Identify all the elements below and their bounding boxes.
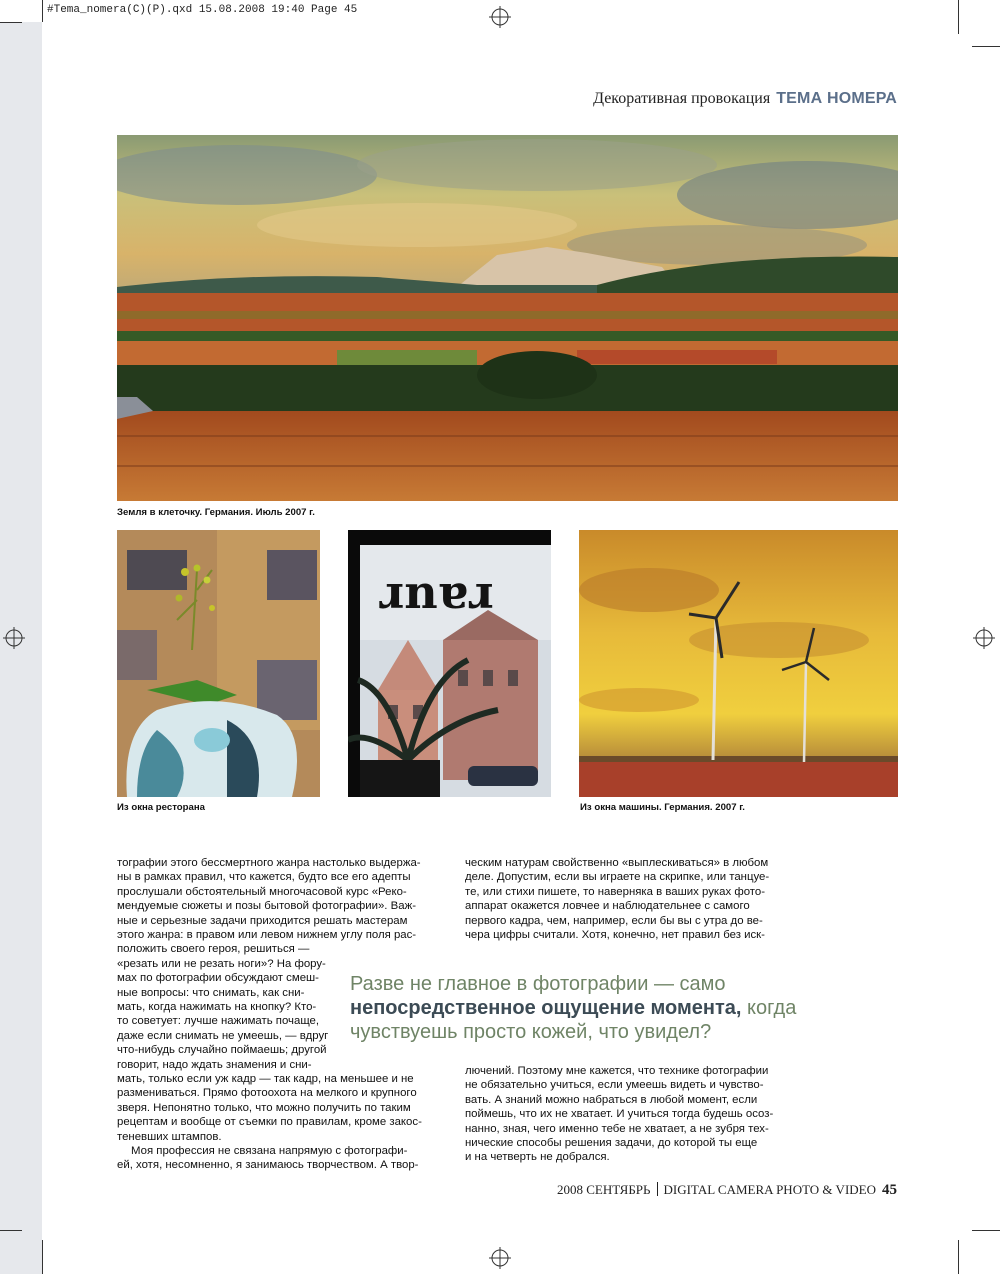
pull-quote-line1: Разве не главное в фотографии — само	[350, 973, 726, 995]
pull-quote	[350, 972, 900, 1044]
text-line: мать, когда нажимать на кнопку? Кто-	[117, 1001, 317, 1014]
footer-date: 2008 СЕНТЯБРЬ	[556, 1182, 651, 1197]
landscape-illustration	[117, 135, 898, 501]
text-line: то советует: лучше нажимать почаще,	[117, 1015, 320, 1028]
registration-mark-icon	[973, 627, 995, 649]
column-1-bottom	[117, 1072, 435, 1173]
text-block	[465, 856, 782, 942]
text-line: те, или стихи пишете, то наверняка в ваших руках фото-	[465, 885, 766, 898]
registration-mark-icon	[489, 6, 511, 28]
text-line: нанно, зная, чего именно тебе не хватает, а не зубря тех-	[465, 1122, 769, 1135]
trim-mark	[0, 22, 22, 23]
windmill-illustration	[579, 530, 898, 797]
column-2-bottom	[465, 1064, 782, 1165]
section-title: Декоративная провокация	[593, 90, 771, 107]
caption-main: Земля в клеточку. Германия. Июль 2007 г.	[117, 507, 315, 518]
caption-restaurant: Из окна ресторана	[117, 802, 205, 813]
windmill-photo	[579, 530, 898, 797]
pull-quote-line3: чувствуешь просто кожей, что увидел?	[350, 1021, 712, 1043]
text-block	[465, 1064, 782, 1165]
text-line: «резать или не резать ноги»? На фору-	[117, 957, 326, 970]
text-line: рецептам и вообще от съемки по правилам, кроме закос-	[117, 1116, 422, 1129]
text-line: ей, хотя, несомненно, я занимаюсь творчеством. А твор-	[117, 1159, 419, 1172]
text-line: ны в рамках правил, что кажется, будто все его адепты	[117, 871, 411, 884]
text-line: аппарат окажется ловчее и наблюдательнее с самого	[465, 900, 750, 913]
text-line: чера цифры считали. Хотя, конечно, нет правил без иск-	[465, 929, 765, 942]
text-line: первого кадра, чем, например, если бы вы с утра до ве-	[465, 914, 763, 927]
trim-mark	[958, 0, 959, 34]
text-line: поймешь, что их не хватает. И учиться тогда будешь осоз-	[465, 1108, 774, 1121]
text-line: деле. Допустим, если вы играете на скрипке, или танцуе-	[465, 871, 770, 884]
text-line: ческим натурам свойственно «выплескиваться» в любом	[465, 857, 769, 869]
registration-mark-icon	[3, 627, 25, 649]
text-line: мендуемые сюжеты и позы бытовой фотографии». Важ-	[117, 900, 416, 913]
pull-quote-line2-end: когда	[741, 997, 797, 1019]
window-sign-text: ɹnɐɹ	[378, 565, 494, 619]
text-line: лючений. Поэтому мне кажется, что технике фотографии	[465, 1065, 769, 1077]
text-line: положить своего героя, решиться —	[117, 943, 310, 956]
window-photo	[348, 530, 551, 797]
registration-mark-icon	[489, 1247, 511, 1269]
trim-mark	[42, 1240, 43, 1274]
trim-mark	[0, 1230, 22, 1231]
running-header	[593, 90, 897, 108]
landscape-photo	[117, 135, 898, 501]
trim-mark	[42, 0, 43, 22]
text-line: нические способы решения задачи, до которой ты еще	[465, 1137, 758, 1150]
trim-mark	[958, 1240, 959, 1274]
trim-mark	[972, 46, 1000, 47]
text-line: и на четверть не добрался.	[465, 1151, 610, 1164]
text-line: Моя профессия не связана напрямую с фотографи-	[131, 1145, 408, 1158]
caption-car: Из окна машины. Германия. 2007 г.	[580, 802, 745, 813]
text-line: теневших штампов.	[117, 1130, 222, 1143]
vase-photo	[117, 530, 320, 797]
page-footer	[557, 1182, 897, 1199]
footer-divider	[657, 1182, 658, 1196]
text-line: говорит, надо ждать знамения и сни-	[117, 1058, 312, 1071]
text-line: не обязательно учиться, если умеешь видеть и чувство-	[465, 1079, 764, 1092]
text-line: вать. А знаний можно набраться в любой момент, если	[465, 1093, 758, 1106]
window-illustration	[348, 530, 551, 797]
text-line: ные вопросы: что снимать, как сни-	[117, 986, 305, 999]
topic-title: ТЕМА НОМЕРА	[776, 90, 897, 107]
text-line: прослушали обстоятельный многочасовой курс «Реко-	[117, 885, 407, 898]
text-line: мать, только если уж кадр — так кадр, на меньшее и не	[117, 1073, 414, 1085]
page-number: 45	[882, 1182, 897, 1198]
pull-quote-bold: непосредственное ощущение момента,	[350, 997, 742, 1019]
text-line: даже если снимать не умеешь, — вдруг	[117, 1029, 329, 1042]
column-2-top	[465, 856, 782, 942]
footer-magazine: DIGITAL CAMERA PHOTO & VIDEO	[663, 1182, 876, 1197]
trim-mark	[972, 1230, 1000, 1231]
text-line: зверя. Непонятно только, что можно получить по таким	[117, 1101, 411, 1114]
text-line: что-нибудь случайно поймаешь; другой	[117, 1044, 327, 1057]
text-line: мах по фотографии обсуждают смеш-	[117, 972, 319, 985]
text-line: размениваться. Прямо фотоохота на мелкого и крупного	[117, 1087, 417, 1100]
text-line: ные и серьезные задачи приходится решать мастерам	[117, 914, 408, 927]
text-line: тографии этого бессмертного жанра настолько выдержа-	[117, 857, 421, 869]
text-line: этого жанра: в правом или левом нижнем углу поля рас-	[117, 929, 417, 942]
text-block	[117, 1144, 435, 1173]
print-slug: #Tema_nomera(C)(P).qxd 15.08.2008 19:40 Page 45	[47, 4, 358, 16]
text-block	[117, 1072, 435, 1144]
vase-illustration	[117, 530, 320, 797]
